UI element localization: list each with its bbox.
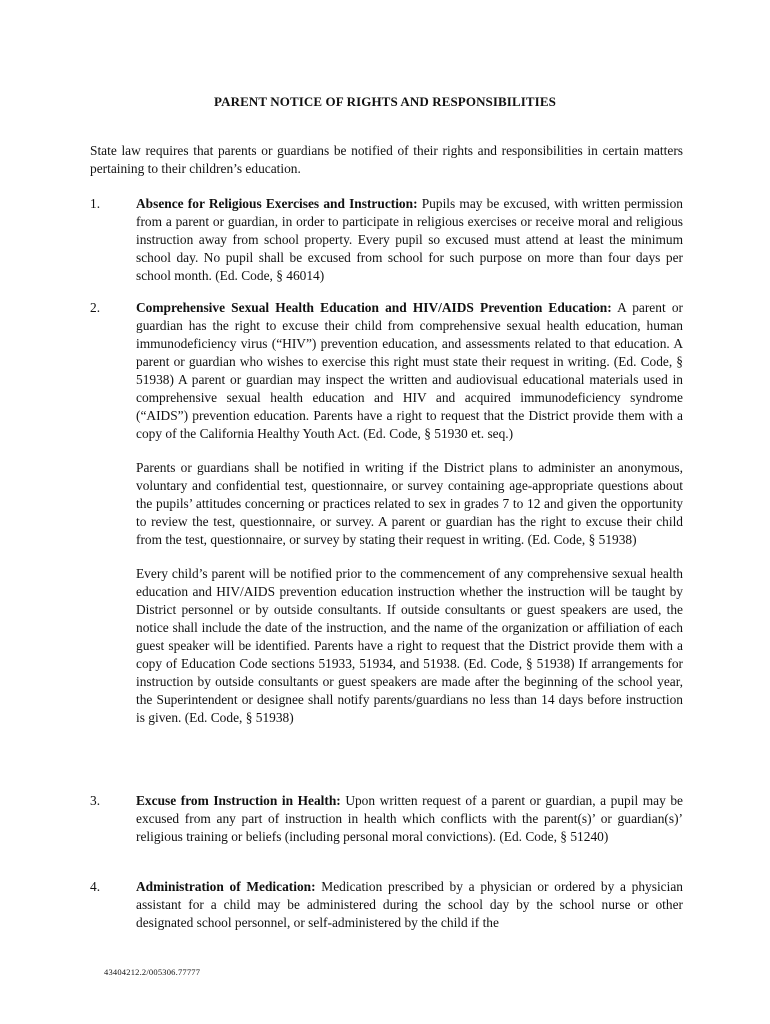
item-paragraph xyxy=(136,195,683,285)
item-number: 2. xyxy=(90,300,101,315)
item-number: 3. xyxy=(90,793,101,808)
item-heading: Comprehensive Sexual Health Education and HIV/AIDS Prevention Education: xyxy=(136,300,612,315)
list-item-3 xyxy=(90,792,683,846)
item-paragraph xyxy=(136,878,683,932)
document-footer-id: 43404212.2/005306.77777 xyxy=(104,967,201,977)
list-item-2 xyxy=(90,299,683,727)
item-paragraph-3: Every child’s parent will be notified prior to the commencement of any comprehensive sexual health education and HIV/AIDS prevention education instruction whether the instruction will be taught by District personnel or by outside consultants. If outside consultants or guest speakers are used, the notice shall include the date of the instruction, and the name of the organization or affiliation of each guest speaker will be identified. Parents have a right to request that the District provide them with a copy of Education Code sections 51933, 51934, and 51938. (Ed. Code, § 51938) If arrangements for instruction by outside consultants or guest speakers are made after the beginning of the school year, the Superintendent or designee shall notify parents/guardians no less than 14 days before instruction is given. (Ed. Code, § 51938) xyxy=(136,566,683,725)
item-number: 4. xyxy=(90,879,101,894)
list-item-1 xyxy=(90,195,683,285)
item-heading: Administration of Medication: xyxy=(136,879,316,894)
item-text: Medication prescribed by a physician or ordered by a physician assistant for a child may be administered during the school day by the school nurse or other designated school personnel, or self-administered by the child if the xyxy=(136,879,683,930)
item-text: Upon written request of a parent or guardian, a pupil may be excused from any part of instruction in health which conflicts with the parent(s)’ or guardian(s)’ religious training or beliefs (including personal moral convictions). (Ed. Code, § 51240) xyxy=(136,793,683,844)
list-item-4 xyxy=(90,878,683,932)
page-title: PARENT NOTICE OF RIGHTS AND RESPONSIBILITIES xyxy=(214,94,556,109)
item-text: A parent or guardian has the right to excuse their child from comprehensive sexual health education, human immunodeficiency virus (“HIV”) prevention education, and assessments related to that education. A parent or guardian who wishes to exercise this right must state their request in writing. (Ed. Code, § 51938) A parent or guardian may inspect the written and audiovisual educational materials used in comprehensive sexual health education and HIV and acquired immunodeficiency syndrome (“AIDS”) prevention education. Parents have a right to request that the District provide them with a copy of the California Healthy Youth Act. (Ed. Code, § 51930 et. seq.) xyxy=(136,300,683,441)
item-number: 1. xyxy=(90,196,101,211)
item-paragraph xyxy=(136,792,683,846)
item-heading: Excuse from Instruction in Health: xyxy=(136,793,341,808)
item-paragraph-2: Parents or guardians shall be notified in writing if the District plans to administer an anonymous, voluntary and confidential test, questionnaire, or survey containing age-appropriate questions about the pupils’ attitudes concerning or practices related to sex in grades 7 to 12 and given the opportunity to review the test, questionnaire, or survey. A parent or guardian has the right to excuse their child from the test, questionnaire, or survey by stating their request in writing. (Ed. Code, § 51938) xyxy=(136,460,683,547)
item-heading: Absence for Religious Exercises and Instruction: xyxy=(136,196,418,211)
item-paragraph xyxy=(136,299,683,443)
item-text: Pupils may be excused, with written permission from a parent or guardian, in order to participate in religious exercises or receive moral and religious instruction away from school property. Every pupil so excused must attend at least the minimum school day. No pupil shall be excused from school for such purpose on more than four days per school month. (Ed. Code, § 46014) xyxy=(136,196,683,283)
intro-paragraph: State law requires that parents or guardians be notified of their rights and responsibilities in certain matters pertaining to their children’s education. xyxy=(90,143,683,176)
